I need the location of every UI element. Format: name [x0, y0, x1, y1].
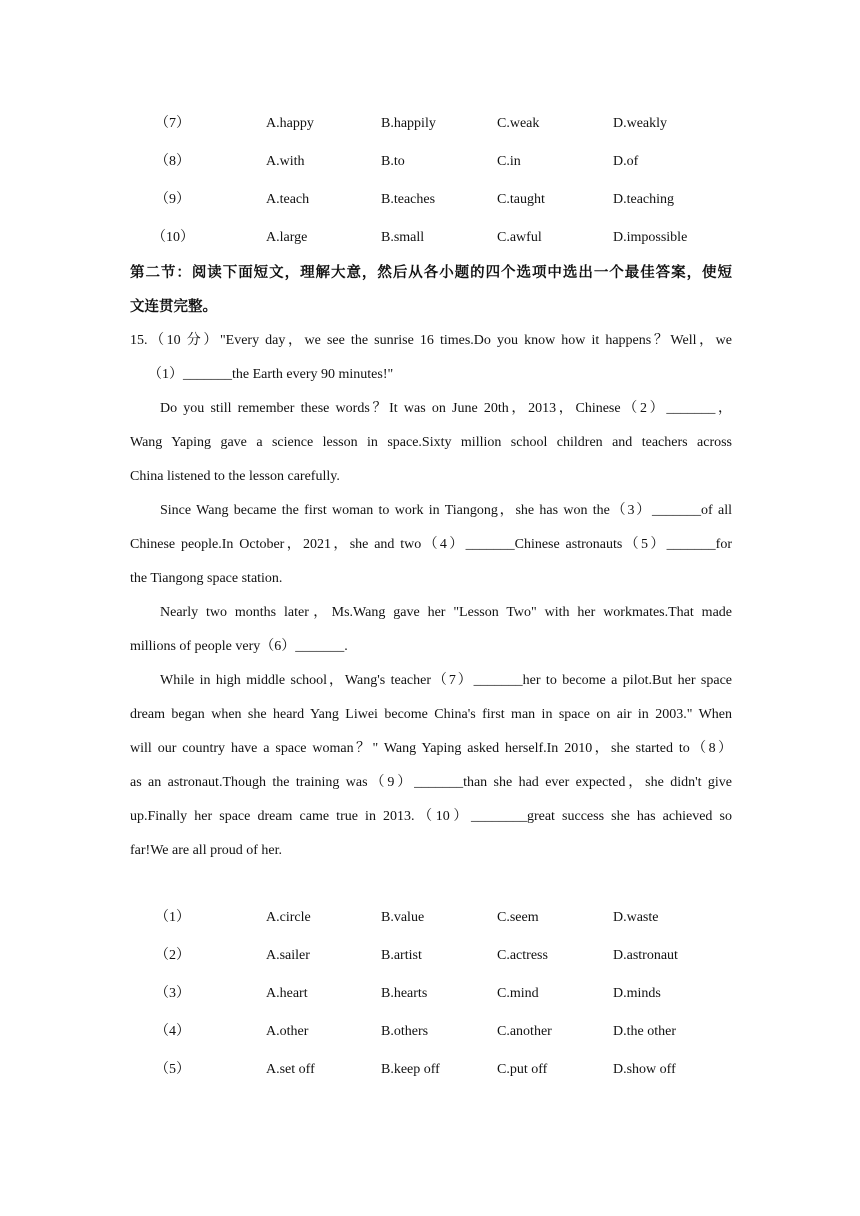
question-number: （2） — [155, 948, 190, 963]
passage-line: Nearly two months later，Ms.Wang gave her "Lesson Two" with her workmates.That made — [160, 605, 732, 620]
option-d: D.astronaut — [613, 948, 678, 963]
passage-line: as an astronaut.Though the training was（9）_______than she had ever expected，she didn't give — [130, 775, 732, 790]
passage-line: dream began when she heard Yang Liwei become China's first man in space on air in 2003." When — [130, 707, 732, 722]
option-b: B.happily — [381, 116, 436, 131]
option-c: C.another — [497, 1024, 552, 1039]
option-b: B.keep off — [381, 1062, 440, 1077]
passage-line: Since Wang became the first woman to work in Tiangong，she has won the（3）_______of all — [160, 503, 732, 518]
option-c: C.in — [497, 154, 521, 169]
option-a: A.circle — [266, 910, 311, 925]
passage-line: far!We are all proud of her. — [130, 843, 283, 858]
option-c: C.actress — [497, 948, 548, 963]
option-d: D.teaching — [613, 192, 675, 207]
option-c: C.seem — [497, 910, 539, 925]
passage-line: millions of people very（6）_______. — [130, 639, 348, 654]
section-title-line: 文连贯完整。 — [130, 299, 217, 315]
option-a: A.large — [266, 230, 308, 245]
option-a: A.set off — [266, 1062, 315, 1077]
option-a: A.teach — [266, 192, 310, 207]
option-c: C.awful — [497, 230, 542, 245]
question-number: （1） — [155, 910, 190, 925]
option-d: D.the other — [613, 1024, 676, 1039]
option-d: D.minds — [613, 986, 661, 1001]
question-number: （9） — [155, 192, 190, 207]
option-a: A.happy — [266, 116, 314, 131]
question-number: （3） — [155, 986, 190, 1001]
question-number: （8） — [155, 154, 190, 169]
section-title-line: 第二节：阅读下面短文，理解大意，然后从各小题的四个选项中选出一个最佳答案，使短 — [130, 265, 732, 281]
option-a: A.with — [266, 154, 305, 169]
option-c: C.mind — [497, 986, 539, 1001]
option-d: D.waste — [613, 910, 659, 925]
passage-line: While in high middle school，Wang's teacher（7）_______her to become a pilot.But her space — [160, 673, 732, 688]
option-d: D.of — [613, 154, 639, 169]
passage-line: the Tiangong space station. — [130, 571, 283, 586]
passage-line: Chinese people.In October，2021，she and two（4）_______Chinese astronauts（5）_______for — [130, 537, 732, 552]
question-number: （10） — [152, 230, 194, 245]
passage-line: 15.（10 分）"Every day，we see the sunrise 16 times.Do you know how it happens？Well，we — [130, 333, 732, 348]
option-b: B.small — [381, 230, 425, 245]
question-number: （7） — [155, 116, 190, 131]
option-d: D.impossible — [613, 230, 688, 245]
option-b: B.hearts — [381, 986, 428, 1001]
passage-line: will our country have a space woman？" Wang Yaping asked herself.In 2010，she started to（8） — [130, 741, 732, 756]
passage-line: Wang Yaping gave a science lesson in space.Sixty million school children and teachers across — [130, 435, 732, 450]
reading-passage — [130, 324, 732, 868]
passage-line: （1）_______the Earth every 90 minutes!" — [148, 367, 394, 382]
option-a: A.other — [266, 1024, 309, 1039]
option-b: B.to — [381, 154, 405, 169]
option-b: B.value — [381, 910, 425, 925]
option-c: C.put off — [497, 1062, 548, 1077]
option-a: A.heart — [266, 986, 308, 1001]
question-number: （4） — [155, 1024, 190, 1039]
passage-line: China listened to the lesson carefully. — [130, 469, 340, 484]
passage-line: up.Finally her space dream came true in 2013.（10）________great success she has achieved so — [130, 809, 732, 824]
option-a: A.sailer — [266, 948, 310, 963]
option-d: D.show off — [613, 1062, 676, 1077]
option-c: C.weak — [497, 116, 540, 131]
option-b: B.others — [381, 1024, 429, 1039]
option-d: D.weakly — [613, 116, 668, 131]
section-title — [130, 256, 732, 324]
option-b: B.teaches — [381, 192, 436, 207]
option-c: C.taught — [497, 192, 545, 207]
question-number: （5） — [155, 1062, 190, 1077]
option-b: B.artist — [381, 948, 422, 963]
passage-line: Do you still remember these words？It was on June 20th，2013，Chinese（2）_______， — [160, 401, 732, 416]
